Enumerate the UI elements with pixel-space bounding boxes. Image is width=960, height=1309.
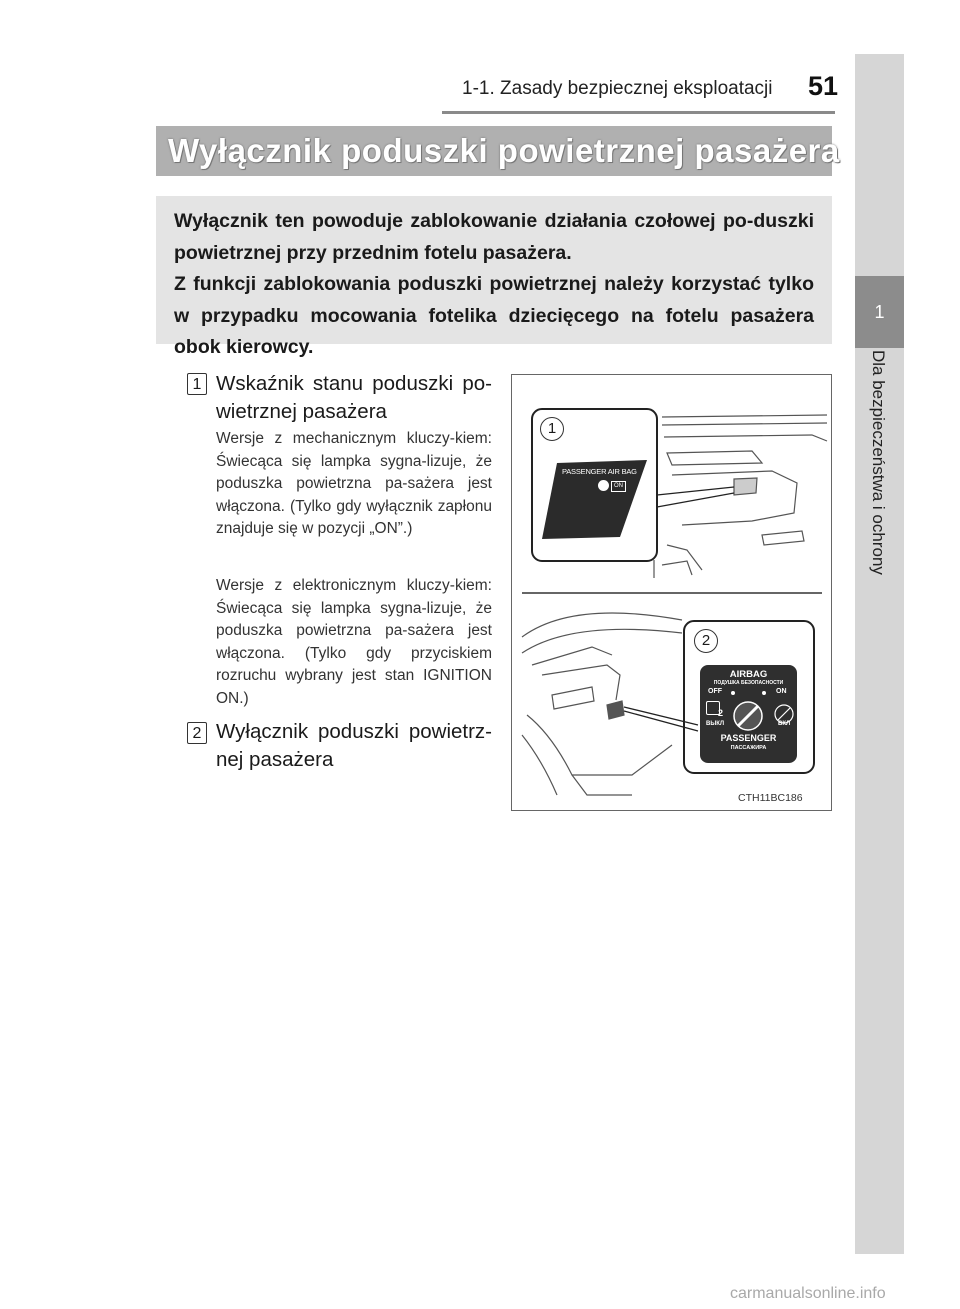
intro-box	[156, 196, 832, 358]
airbag-off-indicator-icon	[598, 480, 609, 491]
page-number: 51	[808, 71, 839, 101]
callout-1-number: 1	[540, 417, 564, 441]
section-title: 1-1. Zasady bezpiecznej eksploatacji	[462, 78, 773, 99]
item-desc-paragraph: Wersje z mechanicznym kluczy-kiem: Świecąca się lampka sygna-lizuje, że poduszka powietrzna pa-sażera jest włączona. (Tylko gdy wyłącznik zapłonu znajduje się w pozycji „ON”.)	[216, 430, 492, 537]
item-desc-1b	[216, 575, 492, 710]
switch-airbag-ru-label: ПОДУШКА БЕЗОПАСНОСТИ	[713, 680, 784, 686]
item-desc-paragraph: Wersje z elektronicznym kluczy-kiem: Świecąca się lampka sygna-lizuje, że poduszka powietrzna pa-sażera jest włączona. (Tylko gdy przyciskiem rozruchu wybrany jest stan IGNITION ON.)	[216, 577, 492, 707]
upper-dashboard-lines	[654, 415, 827, 578]
switch-on-label: ON	[776, 688, 787, 695]
airbag-switch-illustration	[511, 374, 832, 811]
switch-on-ru-label: ВКЛ	[778, 721, 791, 727]
indicator-on-lamp: ON	[611, 481, 626, 492]
indicator-label: PASSENGER AIR BAG	[562, 467, 637, 476]
item-title-1: Wskaźnik stanu poduszki po-wietrznej pasażera	[216, 372, 492, 423]
switch-passenger-label: PASSENGER	[720, 733, 777, 743]
callout-2-number: 2	[694, 629, 718, 653]
item-desc-1	[216, 428, 492, 541]
intro-text	[174, 206, 814, 364]
illustration-code: CTH11BC186	[738, 792, 803, 804]
item-number-2: 2	[187, 722, 207, 744]
switch-passenger-ru-label: ПАССАЖИРА	[730, 745, 767, 751]
header-rule	[442, 111, 835, 114]
item-number-1: 1	[187, 373, 207, 395]
intro-paragraph: Wyłącznik ten powoduje zablokowanie działania czołowej po-duszki powietrznej przy przednim fotelu pasażera.	[174, 210, 814, 264]
intro-paragraph: Z funkcji zablokowania poduszki powietrznej należy korzystać tylko w przypadku mocowania fotelika dziecięcego na fotelu pasażera obok kierowcy.	[174, 273, 814, 358]
chapter-label	[868, 350, 892, 600]
item-title-2: Wyłącznik poduszki powietrz-nej pasażera	[216, 720, 492, 771]
page-title: Wyłącznik poduszki powietrznej pasażera	[168, 132, 840, 169]
switch-off-ru-label: ВЫКЛ	[706, 721, 725, 727]
footer-watermark: carmanualsonline.info	[730, 1285, 886, 1302]
chapter-number-tab: 1	[855, 276, 904, 348]
side-tab-strip	[855, 54, 904, 1254]
switch-number-label: 2	[718, 708, 724, 718]
chapter-label-text: Dla bezpieczeństwa i ochrony	[869, 350, 888, 575]
switch-airbag-label: AIRBAG	[729, 669, 768, 680]
lower-dashboard-lines	[522, 613, 682, 795]
title-bar	[156, 126, 840, 176]
switch-off-label: OFF	[708, 688, 722, 695]
